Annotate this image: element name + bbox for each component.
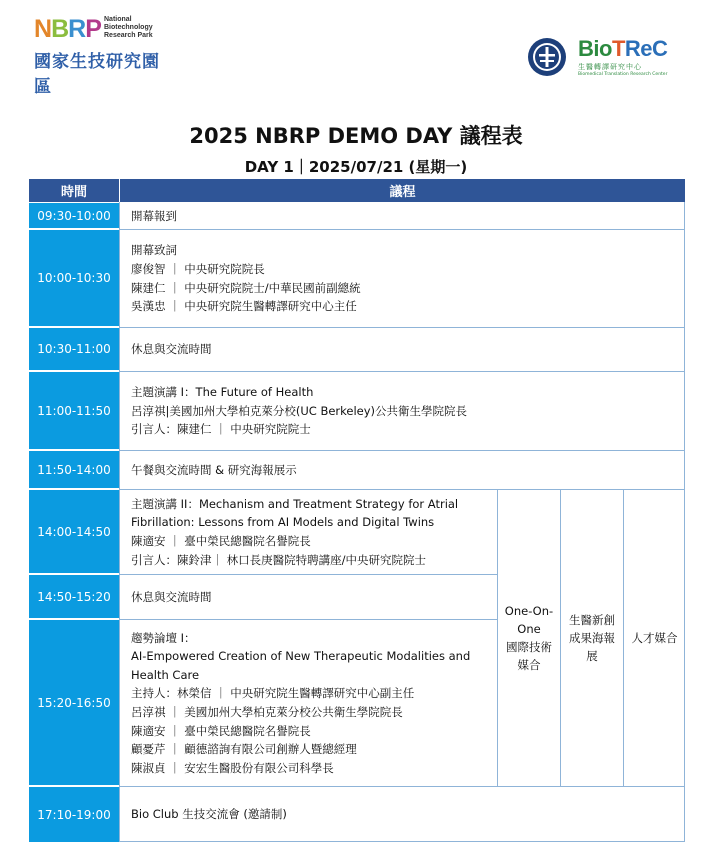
- agenda-line: Fibrillation: Lessons from AI Models and Digital Twins: [131, 515, 435, 530]
- grid-line: [623, 489, 624, 786]
- time-cell: 14:50-15:20: [29, 575, 119, 619]
- grid-line: [120, 229, 685, 230]
- nbrp-letter-p: P: [85, 15, 101, 43]
- biotrec-part: C: [652, 36, 668, 61]
- agenda-cell: [120, 203, 685, 229]
- parallel-session-talent: [624, 490, 685, 786]
- parallel-line: 媒合: [517, 658, 541, 672]
- agenda-line: 開幕報到: [131, 208, 177, 223]
- grid-line: [497, 489, 498, 786]
- time-cell: 09:30-10:00: [29, 203, 119, 229]
- agenda-line: Bio Club 生技交流會 (邀請制): [131, 807, 287, 822]
- grid-line: [684, 202, 685, 842]
- agenda-line: 主持人：林榮信 ｜ 中央研究院生醫轉譯研究中心副主任: [131, 686, 415, 701]
- parallel-line: 生醫新創: [569, 613, 615, 627]
- agenda-line: 陳淑貞 ｜ 安宏生醫股份有限公司科學長: [131, 760, 334, 775]
- agenda-line: 引言人：陳鈴津｜ 林口長庚醫院特聘講座/中央研究院院士: [131, 552, 427, 567]
- grid-line: [120, 574, 498, 575]
- agenda-line: 呂淳祺 ｜ 美國加州大學柏克萊分校公共衛生學院院長: [131, 705, 403, 719]
- time-cell: 10:00-10:30: [29, 230, 119, 327]
- grid-line: [120, 786, 685, 787]
- agenda-line: 休息與交流時間: [131, 589, 212, 604]
- time-cell: 11:50-14:00: [29, 451, 119, 489]
- agenda-cell: [120, 451, 685, 489]
- grid-line: [120, 841, 685, 842]
- day-subtitle: DAY 1｜2025/07/21 (星期一): [244, 158, 468, 176]
- time-cell: 11:00-11:50: [29, 372, 119, 450]
- biotrec-part: T: [611, 36, 625, 61]
- parallel-line: One-On-: [504, 604, 554, 618]
- agenda-line: AI-Empowered Creation of New Therapeutic Modalities and: [131, 649, 471, 664]
- agenda-table: [29, 179, 685, 842]
- time-cell: 10:30-11:00: [29, 328, 119, 371]
- nbrp-logo: [34, 14, 174, 97]
- nbrp-logo-wordmark: [34, 14, 101, 44]
- time-cell: 14:00-14:50: [29, 490, 119, 574]
- time-cell: 15:20-16:50: [29, 620, 119, 786]
- parallel-line: One: [517, 622, 541, 636]
- nbrp-letter-n: N: [34, 15, 52, 43]
- nbrp-english-line: Research Park: [104, 32, 153, 39]
- header-time: 時間: [29, 179, 119, 202]
- nbrp-letter-r: R: [68, 15, 86, 43]
- grid-line: [120, 450, 685, 451]
- academia-sinica-seal-icon: [527, 37, 567, 77]
- agenda-line: 趨勢論壇 I：: [131, 630, 196, 645]
- agenda-line: 陳建仁 ｜ 中央研究院院士/中華民國前副總統: [131, 280, 361, 295]
- time-cell: 17:10-19:00: [29, 787, 119, 842]
- page-header: [0, 0, 712, 110]
- grid-line: [560, 489, 561, 786]
- agenda-cell: [120, 620, 497, 786]
- agenda-line: 午餐與交流時間 & 研究海報展示: [131, 462, 297, 477]
- agenda-line: 主題演講 I：The Future of Health: [131, 385, 314, 400]
- header-agenda: 議程: [120, 179, 685, 202]
- nbrp-english-line: National: [104, 16, 132, 23]
- agenda-line: 主題演講 II：Mechanism and Treatment Strategy for Atrial: [131, 496, 459, 511]
- agenda-line: 吳漢忠 ｜ 中央研究院生醫轉譯研究中心主任: [131, 299, 357, 314]
- agenda-cell: [120, 230, 685, 327]
- parallel-line: 成果海報: [569, 631, 615, 645]
- nbrp-letter-b: B: [51, 15, 69, 43]
- biotrec-wordmark: [578, 37, 678, 61]
- nbrp-english-line: Biotechnology: [104, 24, 153, 31]
- agenda-cell: [120, 787, 685, 842]
- agenda-line: Health Care: [131, 667, 200, 682]
- agenda-cell: [120, 575, 497, 619]
- agenda-line: 陳適安 ｜ 臺中榮民總醫院名譽院長: [131, 534, 311, 548]
- grid-line: [120, 371, 685, 372]
- agenda-line: 開幕致詞: [131, 243, 177, 258]
- parallel-line: 展: [586, 649, 598, 663]
- agenda-cell: [120, 490, 497, 574]
- grid-line: [120, 327, 685, 328]
- page-title: 2025 NBRP DEMO DAY 議程表: [189, 124, 523, 148]
- agenda-line: 顧憂芹 ｜ 顧德諮詢有限公司創辦人暨總經理: [131, 742, 357, 757]
- parallel-line: 人才媒合: [631, 631, 678, 645]
- biotrec-logo: [578, 37, 678, 79]
- parallel-session-poster: [561, 490, 623, 786]
- biotrec-part: Re: [624, 36, 653, 61]
- biotrec-chinese-name: 生醫轉譯研究中心: [578, 63, 642, 71]
- agenda-line: 呂淳祺|美國加州大學柏克萊分校(UC Berkeley)公共衛生學院院長: [131, 403, 468, 418]
- parallel-session-one-on-one: [498, 490, 560, 786]
- nbrp-english-name: [104, 16, 153, 40]
- agenda-cell: [120, 328, 685, 371]
- agenda-line: 休息與交流時間: [131, 342, 212, 357]
- grid-line: [119, 202, 120, 842]
- agenda-line: 廖俊智 ｜ 中央研究院院長: [131, 261, 265, 276]
- agenda-line: 引言人：陳建仁 ｜ 中央研究院院士: [131, 422, 311, 437]
- biotrec-english-name: Biomedical Translation Research Center: [578, 72, 668, 77]
- grid-line: [120, 619, 498, 620]
- nbrp-chinese-name: 國家生技研究園區: [34, 52, 160, 97]
- agenda-cell: [120, 372, 685, 450]
- agenda-line: 陳適安 ｜ 臺中榮民總醫院名譽院長: [131, 723, 311, 738]
- biotrec-part: Bio: [578, 36, 612, 61]
- parallel-line: 國際技術: [505, 640, 552, 654]
- grid-line: [120, 489, 685, 490]
